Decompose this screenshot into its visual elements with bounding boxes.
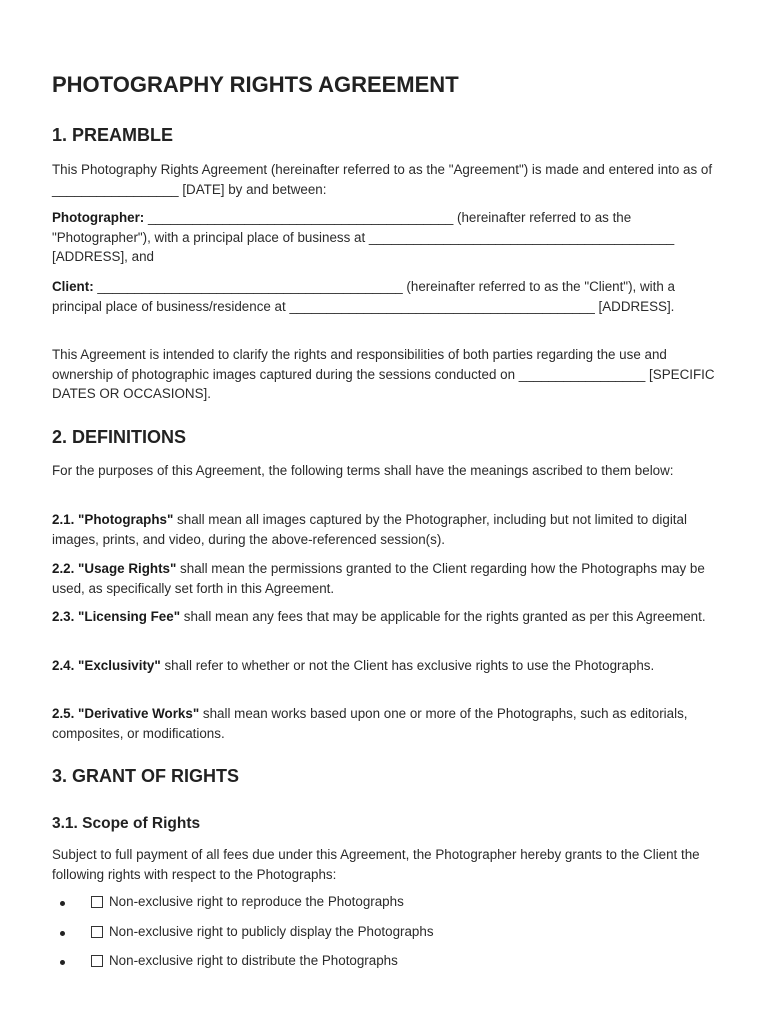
client-label: Client: bbox=[52, 279, 94, 294]
list-item bbox=[52, 951, 722, 981]
preamble-intro: This Photography Rights Agreement (hereinafter referred to as the "Agreement") is made and entered into as of _________________ [DATE] by and between: bbox=[52, 162, 713, 197]
section-1-heading: 1. PREAMBLE bbox=[52, 125, 174, 145]
definition-text: shall mean works based upon one or more of the Photographs, such as editorials, composites, or modifications. bbox=[52, 706, 688, 741]
definition-term: 2.2. "Usage Rights" bbox=[52, 561, 177, 576]
grant-intro: Subject to full payment of all fees due under this Agreement, the Photographer hereby grants to the Client the following rights with respect to the Photographs: bbox=[52, 847, 700, 882]
bullet-icon bbox=[60, 931, 65, 936]
photographer-paragraph bbox=[52, 208, 722, 267]
definition-text: shall mean any fees that may be applicable for the rights granted as per this Agreement. bbox=[180, 609, 706, 624]
checkbox-icon[interactable] bbox=[91, 955, 103, 967]
definition-term: 2.1. "Photographs" bbox=[52, 512, 174, 527]
definition-exclusivity bbox=[52, 656, 722, 676]
checkbox-icon[interactable] bbox=[91, 926, 103, 938]
definition-licensing-fee bbox=[52, 607, 722, 627]
rights-options-list bbox=[52, 892, 722, 981]
bullet-icon bbox=[60, 901, 65, 906]
subsection-3-1-heading: 3.1. Scope of Rights bbox=[52, 815, 201, 832]
definition-text: shall mean the permissions granted to the Client regarding how the Photographs may be used, as specifically set forth in this Agreement. bbox=[52, 561, 705, 596]
option-label: Non-exclusive right to reproduce the Photographs bbox=[109, 894, 404, 909]
photographer-text: _________________________________________ (hereinafter referred to as the "Photographer"), with a principal place of business at _________________________________________ [ADDRESS], and bbox=[52, 210, 675, 264]
document-title: PHOTOGRAPHY RIGHTS AGREEMENT bbox=[52, 72, 459, 97]
option-label: Non-exclusive right to publicly display the Photographs bbox=[109, 923, 434, 939]
definition-text: shall refer to whether or not the Client has exclusive rights to use the Photographs. bbox=[160, 658, 655, 673]
definition-derivative-works bbox=[52, 704, 722, 743]
bullet-icon bbox=[60, 960, 65, 965]
section-3-heading: 3. GRANT OF RIGHTS bbox=[52, 766, 240, 786]
definition-term: 2.5. "Derivative Works" bbox=[52, 706, 200, 721]
client-paragraph bbox=[52, 277, 722, 316]
definitions-intro: For the purposes of this Agreement, the following terms shall have the meanings ascribed to them below: bbox=[52, 463, 674, 478]
option-label: Non-exclusive right to distribute the Photographs bbox=[109, 953, 398, 968]
list-item bbox=[52, 892, 722, 922]
definition-text: shall mean all images captured by the Photographer, including but not limited to digital images, prints, and video, during the above-referenced session(s). bbox=[52, 512, 687, 547]
list-item bbox=[52, 922, 722, 952]
client-text: _________________________________________ (hereinafter referred to as the "Client"), with a principal place of business/residence at _________________________________________ [ADDRESS]. bbox=[52, 279, 675, 314]
definition-term: 2.3. "Licensing Fee" bbox=[52, 609, 181, 624]
definition-term: 2.4. "Exclusivity" bbox=[52, 658, 161, 673]
definition-photographs bbox=[52, 510, 722, 549]
checkbox-icon[interactable] bbox=[91, 896, 103, 908]
section-2-heading: 2. DEFINITIONS bbox=[52, 427, 187, 447]
purpose-paragraph: This Agreement is intended to clarify the rights and responsibilities of both parties regarding the use and ownership of photographic images captured during the sessions conducted on _________________ [SPECIFIC DATES OR OCCASIONS]. bbox=[52, 347, 715, 401]
definition-usage-rights bbox=[52, 559, 722, 598]
photographer-label: Photographer: bbox=[52, 210, 145, 225]
